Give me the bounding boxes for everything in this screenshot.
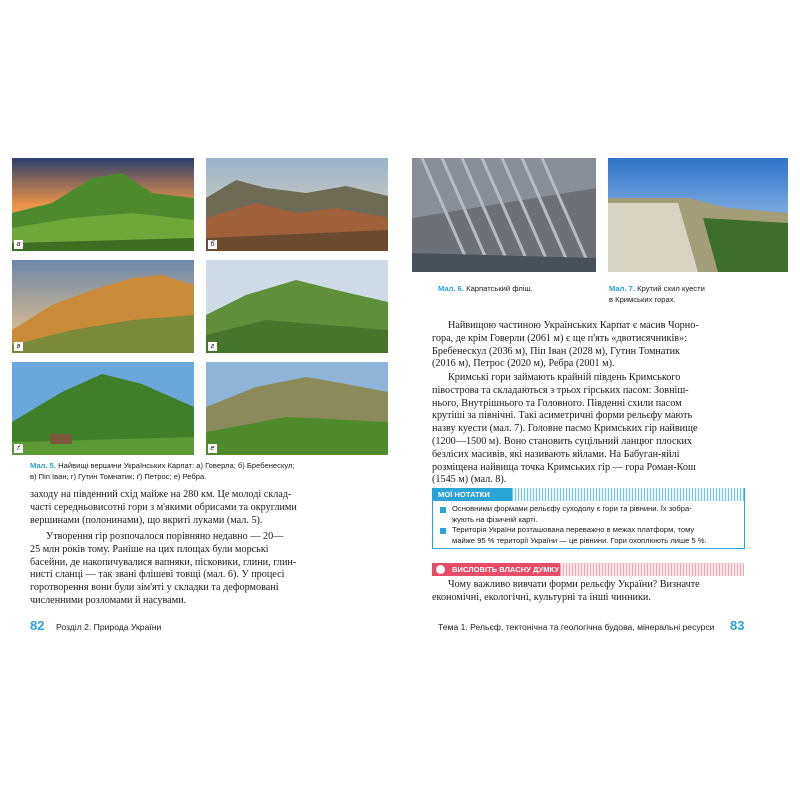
opinion-title: ВИСЛОВІТЬ ВЛАСНУ ДУМКУ (432, 563, 560, 576)
figure-7-caption (609, 284, 705, 305)
text-line: назву куести (мал. 7). Головне пасмо Кримських гір найвище (432, 423, 698, 435)
rock-image (412, 158, 596, 272)
opinion-text (432, 579, 744, 605)
figure-label: Мал. 6. (438, 284, 465, 293)
caption-text: Найвищі вершини Українських Карпат: а) Говерла; б) Бребенескул; (58, 461, 295, 470)
note-text-line: жують на фізичній карті. (452, 514, 538, 524)
photo-letter: е (208, 444, 217, 453)
caption-text: в) Піп Іван; г) Гутин Томнатик; ґ) Петрос; е) Ребра. (30, 471, 207, 481)
photo-carpathian-flysch (412, 158, 596, 272)
text-line: нього, Внутрішнього та Головного. Південні схили пасом (432, 397, 682, 409)
page-number-right: 83 (730, 618, 745, 633)
figure-5-caption (30, 461, 390, 482)
text-line: басейни, де накопичувалися вапняки, пісковики, глини, глин- (30, 556, 297, 568)
page-number-left: 82 (30, 618, 45, 633)
mountain-image (206, 362, 388, 455)
text-line: розміщена найвища точка Кримських гір — гора Роман-Кош (432, 461, 696, 473)
text-line: заходу на південний схід майже на 280 км. Це молоді склад- (30, 489, 292, 500)
footer-right-text: Тема 1. Рельєф, тектонічна та геологічна будова, мінеральні ресурси (438, 622, 715, 632)
note-item-2 (452, 525, 707, 546)
cliff-image (608, 158, 788, 272)
text-line: (1200—1500 м). Воно становить суцільний ланцюг плоских (432, 435, 693, 447)
note-text-line: майже 95 % території України — це рівнини. Гори охоплюють лише 5 %. (452, 535, 707, 545)
notes-header-stripes (512, 488, 744, 501)
photo-letter: ґ (14, 444, 23, 453)
text-line: численними розломами й насувами. (30, 594, 187, 606)
text-line: горотворення вони були зім'яті у складки та деформовані (30, 582, 279, 594)
text-line: півострова та складаються з трьох гірських пасом: Зовніш- (432, 384, 689, 396)
text-line: безлісих масивів, які називають яйлами. На Бабуган-яйлі (432, 448, 680, 460)
photo-letter: а (14, 240, 23, 249)
text-line: (1545 м) (мал. 8). (432, 474, 507, 486)
caption-text: Крутий схил куести (637, 284, 705, 293)
text-line: Бребенескул (2036 м), Піп Іван (2028 м), Гутин Томнатик (432, 345, 680, 357)
photo-crimean-cuesta (608, 158, 788, 272)
right-paragraph-1 (432, 320, 744, 371)
photo-brebeneskul (206, 158, 388, 251)
note-text-line: Основними формами рельєфу суходолу є гори та рівнини. Їх зобра- (452, 504, 692, 513)
text-line: Чому важливо вивчати форми рельєфу України? Визначте (448, 579, 700, 590)
opinion-header-stripes (560, 563, 744, 576)
text-line: часті середньовисотні гори з м'якими обрисами та округлими (30, 501, 297, 513)
figure-label: Мал. 7. (609, 284, 636, 293)
mountain-image (206, 260, 388, 353)
notes-title: МОЇ НОТАТКИ (432, 488, 512, 501)
text-line: вершинами (полонинами), що вкриті луками (мал. 5). (30, 514, 263, 526)
text-line: Утворення гір розпочалося порівняно недавно — 20— (46, 531, 284, 542)
text-line: економічні, екологічні, культурні та інші чинники. (432, 591, 651, 603)
text-line: нисті сланці — так звані флішеві товщі (мал. 6). У процесі (30, 569, 285, 581)
photo-pip-ivan (12, 260, 194, 353)
bullet-square-icon (440, 507, 446, 513)
footer-left-text: Розділ 2. Природа України (56, 622, 162, 632)
mountain-image (12, 260, 194, 353)
text-line: крутіші за північні. Такі асиметричні форми рельєфу мають (432, 410, 693, 422)
photo-hoverla (12, 158, 194, 251)
left-paragraph-1 (30, 489, 392, 527)
bullet-square-icon (440, 528, 446, 534)
right-paragraph-2 (432, 372, 744, 487)
text-line: Кримські гори займають крайній південь Кримського (448, 372, 681, 383)
speech-bubble-icon (436, 565, 445, 574)
left-paragraph-2 (30, 531, 392, 608)
text-line: Найвищою частиною Українських Карпат є масив Чорно- (448, 320, 699, 331)
mountain-image (12, 362, 194, 455)
text-line: (2016 м), Петрос (2020 м), Ребра (2001 м). (432, 358, 615, 370)
photo-letter: г (208, 342, 217, 351)
photo-letter: б (208, 240, 217, 249)
mountain-image (12, 158, 194, 251)
text-line: 25 млн років тому. Раніше на цих площах були морські (30, 543, 269, 555)
note-item-1 (452, 504, 692, 525)
text-line: гора, де крім Говерли (2061 м) є ще п'ять «двотисячників»: (432, 332, 688, 344)
note-text-line: Територія України розташована переважно в межах платформ, тому (452, 525, 695, 534)
photo-letter: в (14, 342, 23, 351)
mountain-image (206, 158, 388, 251)
caption-text: в Кримських горах. (609, 294, 676, 304)
figure-label: Мал. 5. (30, 461, 57, 470)
photo-hutyn-tomnatyk (206, 260, 388, 353)
figure-6-caption (438, 284, 533, 295)
photo-petros (12, 362, 194, 455)
caption-text: Карпатський фліш. (466, 284, 533, 293)
photo-rebra (206, 362, 388, 455)
